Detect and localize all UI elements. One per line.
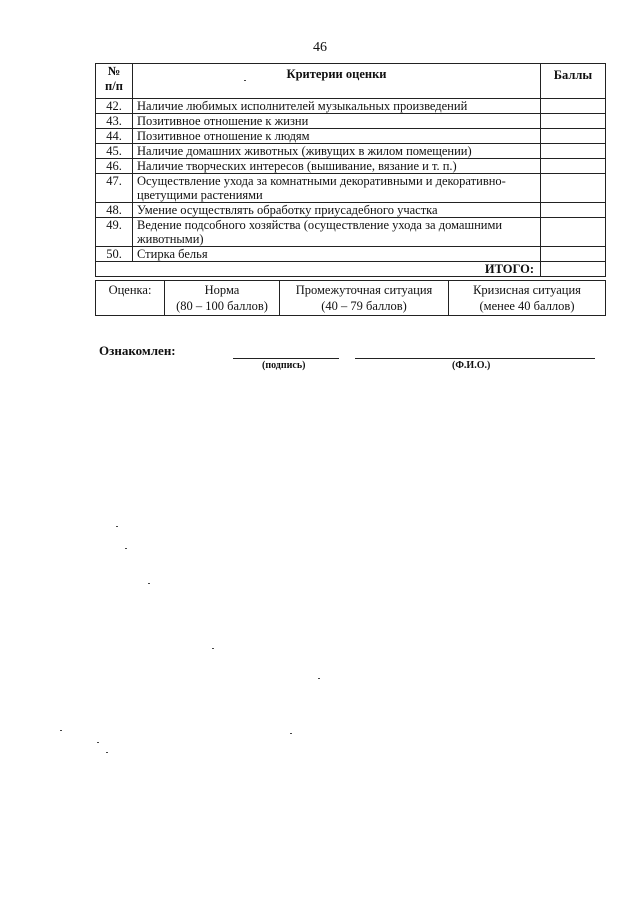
- signature-caption: (подпись): [262, 360, 306, 371]
- table-header-row: [96, 64, 606, 99]
- row-number: 42.: [96, 99, 133, 114]
- row-criterion: Наличие домашних животных (живущих в жилом помещении): [133, 144, 541, 159]
- score-header: Баллы: [541, 64, 606, 99]
- row-criterion: Позитивное отношение к людям: [133, 129, 541, 144]
- table-row: [96, 247, 606, 262]
- row-criterion: Стирка белья: [133, 247, 541, 262]
- scan-speck: [244, 80, 246, 81]
- grading-norm-range: (80 – 100 баллов): [176, 299, 268, 313]
- grading-row: [96, 281, 606, 316]
- row-number: 49.: [96, 218, 133, 247]
- page-number: 46: [313, 40, 327, 55]
- table-row: [96, 144, 606, 159]
- row-criterion: Наличие творческих интересов (вышивание, вязание и т. п.): [133, 159, 541, 174]
- grading-crisis-range: (менее 40 баллов): [479, 299, 575, 313]
- row-number: 45.: [96, 144, 133, 159]
- total-score-cell[interactable]: [541, 262, 606, 277]
- grading-crisis: [449, 281, 606, 316]
- table-row: [96, 203, 606, 218]
- scan-speck: [212, 648, 214, 649]
- total-row: [96, 262, 606, 277]
- scan-speck: [318, 678, 320, 679]
- scan-speck: [60, 730, 62, 731]
- grading-intermediate-title: Промежуточная ситуация: [295, 283, 433, 297]
- acknowledgment-label: Ознакомлен:: [99, 343, 176, 358]
- table-row: [96, 114, 606, 129]
- scan-speck: [97, 742, 99, 743]
- row-score-cell[interactable]: [541, 114, 606, 129]
- table-row: [96, 218, 606, 247]
- signature-line[interactable]: [233, 358, 339, 359]
- name-caption: (Ф.И.О.): [452, 360, 491, 371]
- scan-speck: [106, 752, 108, 753]
- row-score-cell[interactable]: [541, 99, 606, 114]
- row-number: 43.: [96, 114, 133, 129]
- row-criterion: Ведение подсобного хозяйства (осуществление ухода за домашними животными): [133, 218, 541, 247]
- row-criterion: Умение осуществлять обработку приусадебного участка: [133, 203, 541, 218]
- row-number: 46.: [96, 159, 133, 174]
- grading-crisis-title: Кризисная ситуация: [473, 283, 581, 297]
- row-score-cell[interactable]: [541, 174, 606, 203]
- grading-norm-title: Норма: [204, 283, 240, 297]
- table-row: [96, 159, 606, 174]
- name-line[interactable]: [355, 358, 595, 359]
- grading-norm: [165, 281, 280, 316]
- criteria-table: [95, 63, 606, 277]
- table-row: [96, 129, 606, 144]
- scan-speck: [125, 548, 127, 549]
- row-score-cell[interactable]: [541, 203, 606, 218]
- row-score-cell[interactable]: [541, 247, 606, 262]
- row-score-cell[interactable]: [541, 144, 606, 159]
- table-row: [96, 99, 606, 114]
- row-number: 48.: [96, 203, 133, 218]
- total-label: ИТОГО:: [96, 262, 541, 277]
- number-header-abbr: п/п: [105, 79, 123, 93]
- criteria-header: Критерии оценки: [133, 64, 541, 99]
- row-number: 44.: [96, 129, 133, 144]
- row-criterion: Наличие любимых исполнителей музыкальных произведений: [133, 99, 541, 114]
- grading-table: [95, 280, 606, 316]
- scan-speck: [148, 583, 150, 584]
- row-score-cell[interactable]: [541, 129, 606, 144]
- row-score-cell[interactable]: [541, 218, 606, 247]
- table-row: [96, 174, 606, 203]
- scan-speck: [290, 733, 292, 734]
- grading-intermediate: [280, 281, 449, 316]
- row-criterion: Позитивное отношение к жизни: [133, 114, 541, 129]
- grading-intermediate-range: (40 – 79 баллов): [321, 299, 407, 313]
- row-score-cell[interactable]: [541, 159, 606, 174]
- scan-speck: [116, 526, 118, 527]
- number-header: [96, 64, 133, 99]
- grading-label: Оценка:: [96, 281, 165, 316]
- row-criterion: Осуществление ухода за комнатными декоративными и декоративно-цветущими растениями: [133, 174, 541, 203]
- row-number: 47.: [96, 174, 133, 203]
- number-header-symbol: №: [107, 64, 121, 78]
- row-number: 50.: [96, 247, 133, 262]
